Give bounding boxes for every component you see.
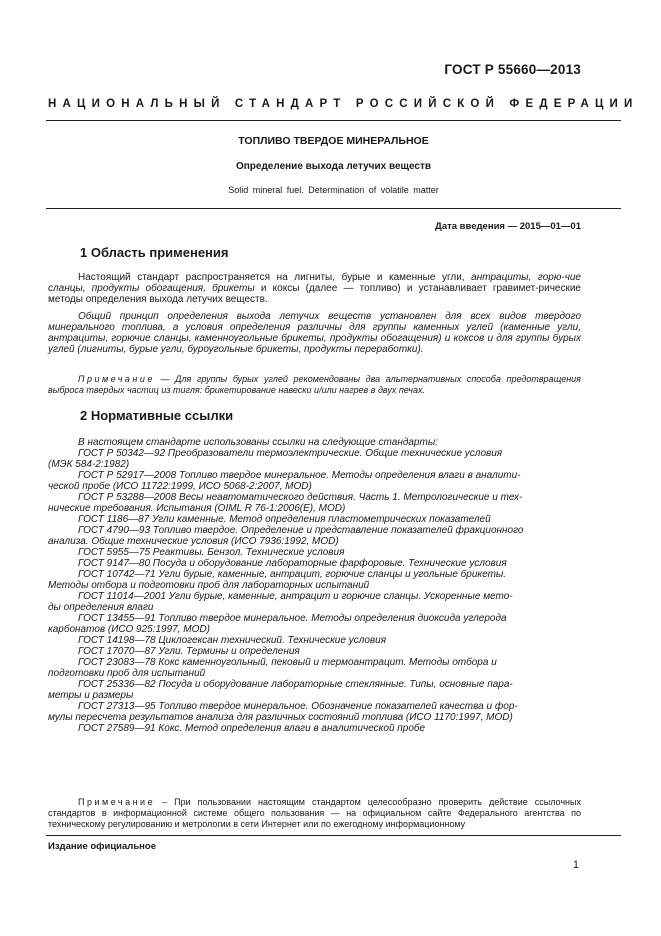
scope-paragraph-1 xyxy=(48,272,581,305)
reference-line: ды определения влаги xyxy=(48,602,154,613)
reference-line: ческой пробе (ИСО 11722:1999, ИСО 5068-2:2007, MOD) xyxy=(48,481,312,492)
reference-line: ГОСТ 25336—82 Посуда и оборудование лабораторные стеклянные. Типы, основные пара- xyxy=(78,679,513,690)
reference-line: ГОСТ 9147—80 Посуда и оборудование лабораторные фарфоровые. Технические условия xyxy=(78,558,507,569)
reference-line: ГОСТ 5955—75 Реактивы. Бензол. Технические условия xyxy=(78,547,345,558)
reference-line: ГОСТ 13455—91 Топливо твердое минеральное. Методы определения диоксида углерода xyxy=(78,613,507,624)
reference-line: ГОСТ 27313—95 Топливо твердое минеральное. Обозначение показателей качества и фор- xyxy=(78,701,518,712)
section-heading-scope: 1 Область применения xyxy=(80,245,229,260)
scope-text-run: и коксы (далее — топливо) и устанавливает гравимет- xyxy=(254,283,539,294)
reference-line: подготовки проб для испытаний xyxy=(48,668,206,679)
document-title: ТОПЛИВО ТВЕРДОЕ МИНЕРАЛЬНОЕ xyxy=(238,135,429,147)
document-code: ГОСТ Р 55660—2013 xyxy=(444,62,581,77)
reference-line: ГОСТ 23083—78 Кокс каменноугольный, пековый и термоантрацит. Методы отбора и xyxy=(78,657,497,668)
reference-line: ГОСТ 27589—91 Кокс. Метод определения влаги в аналитической пробе xyxy=(78,723,426,734)
document-english-title: Solid mineral fuel. Determination of volatile matter xyxy=(228,185,439,195)
footer-divider xyxy=(46,835,621,836)
reference-line: нические требования. Испытания (OIML R 76-1:2006(E), MOD) xyxy=(48,503,346,514)
reference-line: метры и размеры xyxy=(48,690,134,701)
reference-line: ГОСТ 10742—71 Угли бурые, каменные, антрацит, горючие сланцы и угольные брикеты. xyxy=(78,569,507,580)
edition-label: Издание официальное xyxy=(48,841,156,852)
references-list xyxy=(48,437,581,734)
reference-line: (МЭК 584-2:1982) xyxy=(48,459,130,470)
introduction-date: Дата введения — 2015—01—01 xyxy=(435,221,581,232)
reference-line: Методы отбора и подготовки проб для лабораторных испытаний xyxy=(48,580,370,591)
scope-paragraph-1-text xyxy=(48,272,581,305)
scope-paragraph-2-text: Общий принцип определения выхода летучих веществ установлен для всех видов твердого минерального топлива, а условия определения различны для группы каменных углей (каменные угли, антрациты, горючие сланцы, каменноугольные брикеты, продукты обогащения) и коксов и для группы бурых углей (лигниты, бурые угли, буроугольные брикеты, продукты переработки). xyxy=(48,311,581,355)
scope-text-run: Настоящий стандарт распространяется на лигниты, бурые и каменные угли, xyxy=(78,272,472,283)
scope-note xyxy=(48,374,581,396)
note-text: – При пользовании настоящим стандартом целесообразно проверить действие ссылочных стандартов в информационной системе общего пользования — на официальном сайте Федерального агентства по техническому регулированию и метрологии в сети Интернет или по ежегодному информационному xyxy=(48,797,581,829)
reference-line: ГОСТ 14198—78 Циклогексан технический. Технические условия xyxy=(78,635,387,646)
scope-text-run: чие сланцы, продукты обогащения, брикеты xyxy=(48,272,581,294)
top-divider xyxy=(46,120,621,121)
note-label: Примечание xyxy=(78,797,156,807)
title-divider xyxy=(46,208,621,209)
reference-line: ГОСТ Р 50342—92 Преобразователи термоэлектрические. Общие технические условия xyxy=(78,448,503,459)
note-text: — Для группы бурых углей рекомендованы два альтернативных способа предотвращения выброса твердых частиц из тигля: брикетирование навески и/или нагрев в двух печах. xyxy=(48,374,581,395)
reference-line: ГОСТ 11014—2001 Угли бурые, каменные, антрацит и горючие сланцы. Ускоренные мето- xyxy=(78,591,513,602)
reference-line: анализа. Общие технические условия (ИСО 7936:1992, MOD) xyxy=(48,536,339,547)
note-label: Примечание xyxy=(78,374,155,384)
reference-line: ГОСТ Р 52917—2008 Топливо твердое минеральное. Методы определения влаги в аналити- xyxy=(78,470,521,481)
reference-line: карбонатов (ИСО 925:1997, MOD) xyxy=(48,624,210,635)
national-standard-heading: НАЦИОНАЛЬНЫЙ СТАНДАРТ РОССИЙСКОЙ ФЕДЕРАЦИИ xyxy=(48,98,639,110)
document-subtitle: Определение выхода летучих веществ xyxy=(235,161,432,172)
reference-line: В настоящем стандарте использованы ссылки на следующие стандарты: xyxy=(78,437,438,448)
section-heading-references: 2 Нормативные ссылки xyxy=(80,408,234,423)
reference-line: мулы пересчета результатов анализа для различных состояний топлива (ИСО 1170:1997, MOD) xyxy=(48,712,513,723)
scope-paragraph-2 xyxy=(48,311,581,355)
reference-line: ГОСТ 4790—93 Топливо твердое. Определение и представление показателей фракционного xyxy=(78,525,524,536)
reference-line: ГОСТ 1186—87 Угли каменные. Метод определения пластометрических показателей xyxy=(78,514,491,525)
reference-line: ГОСТ Р 53288—2008 Весы неавтоматического действия. Часть 1. Метрологические и тех- xyxy=(78,492,523,503)
scope-text-run: рические методы определения выхода летучих веществ. xyxy=(48,283,581,305)
scope-text-run: антрациты, горю- xyxy=(471,272,565,283)
page-number: 1 xyxy=(572,859,579,871)
references-note xyxy=(48,797,581,830)
reference-line: ГОСТ 17070—87 Угли. Термины и определения xyxy=(78,646,300,657)
